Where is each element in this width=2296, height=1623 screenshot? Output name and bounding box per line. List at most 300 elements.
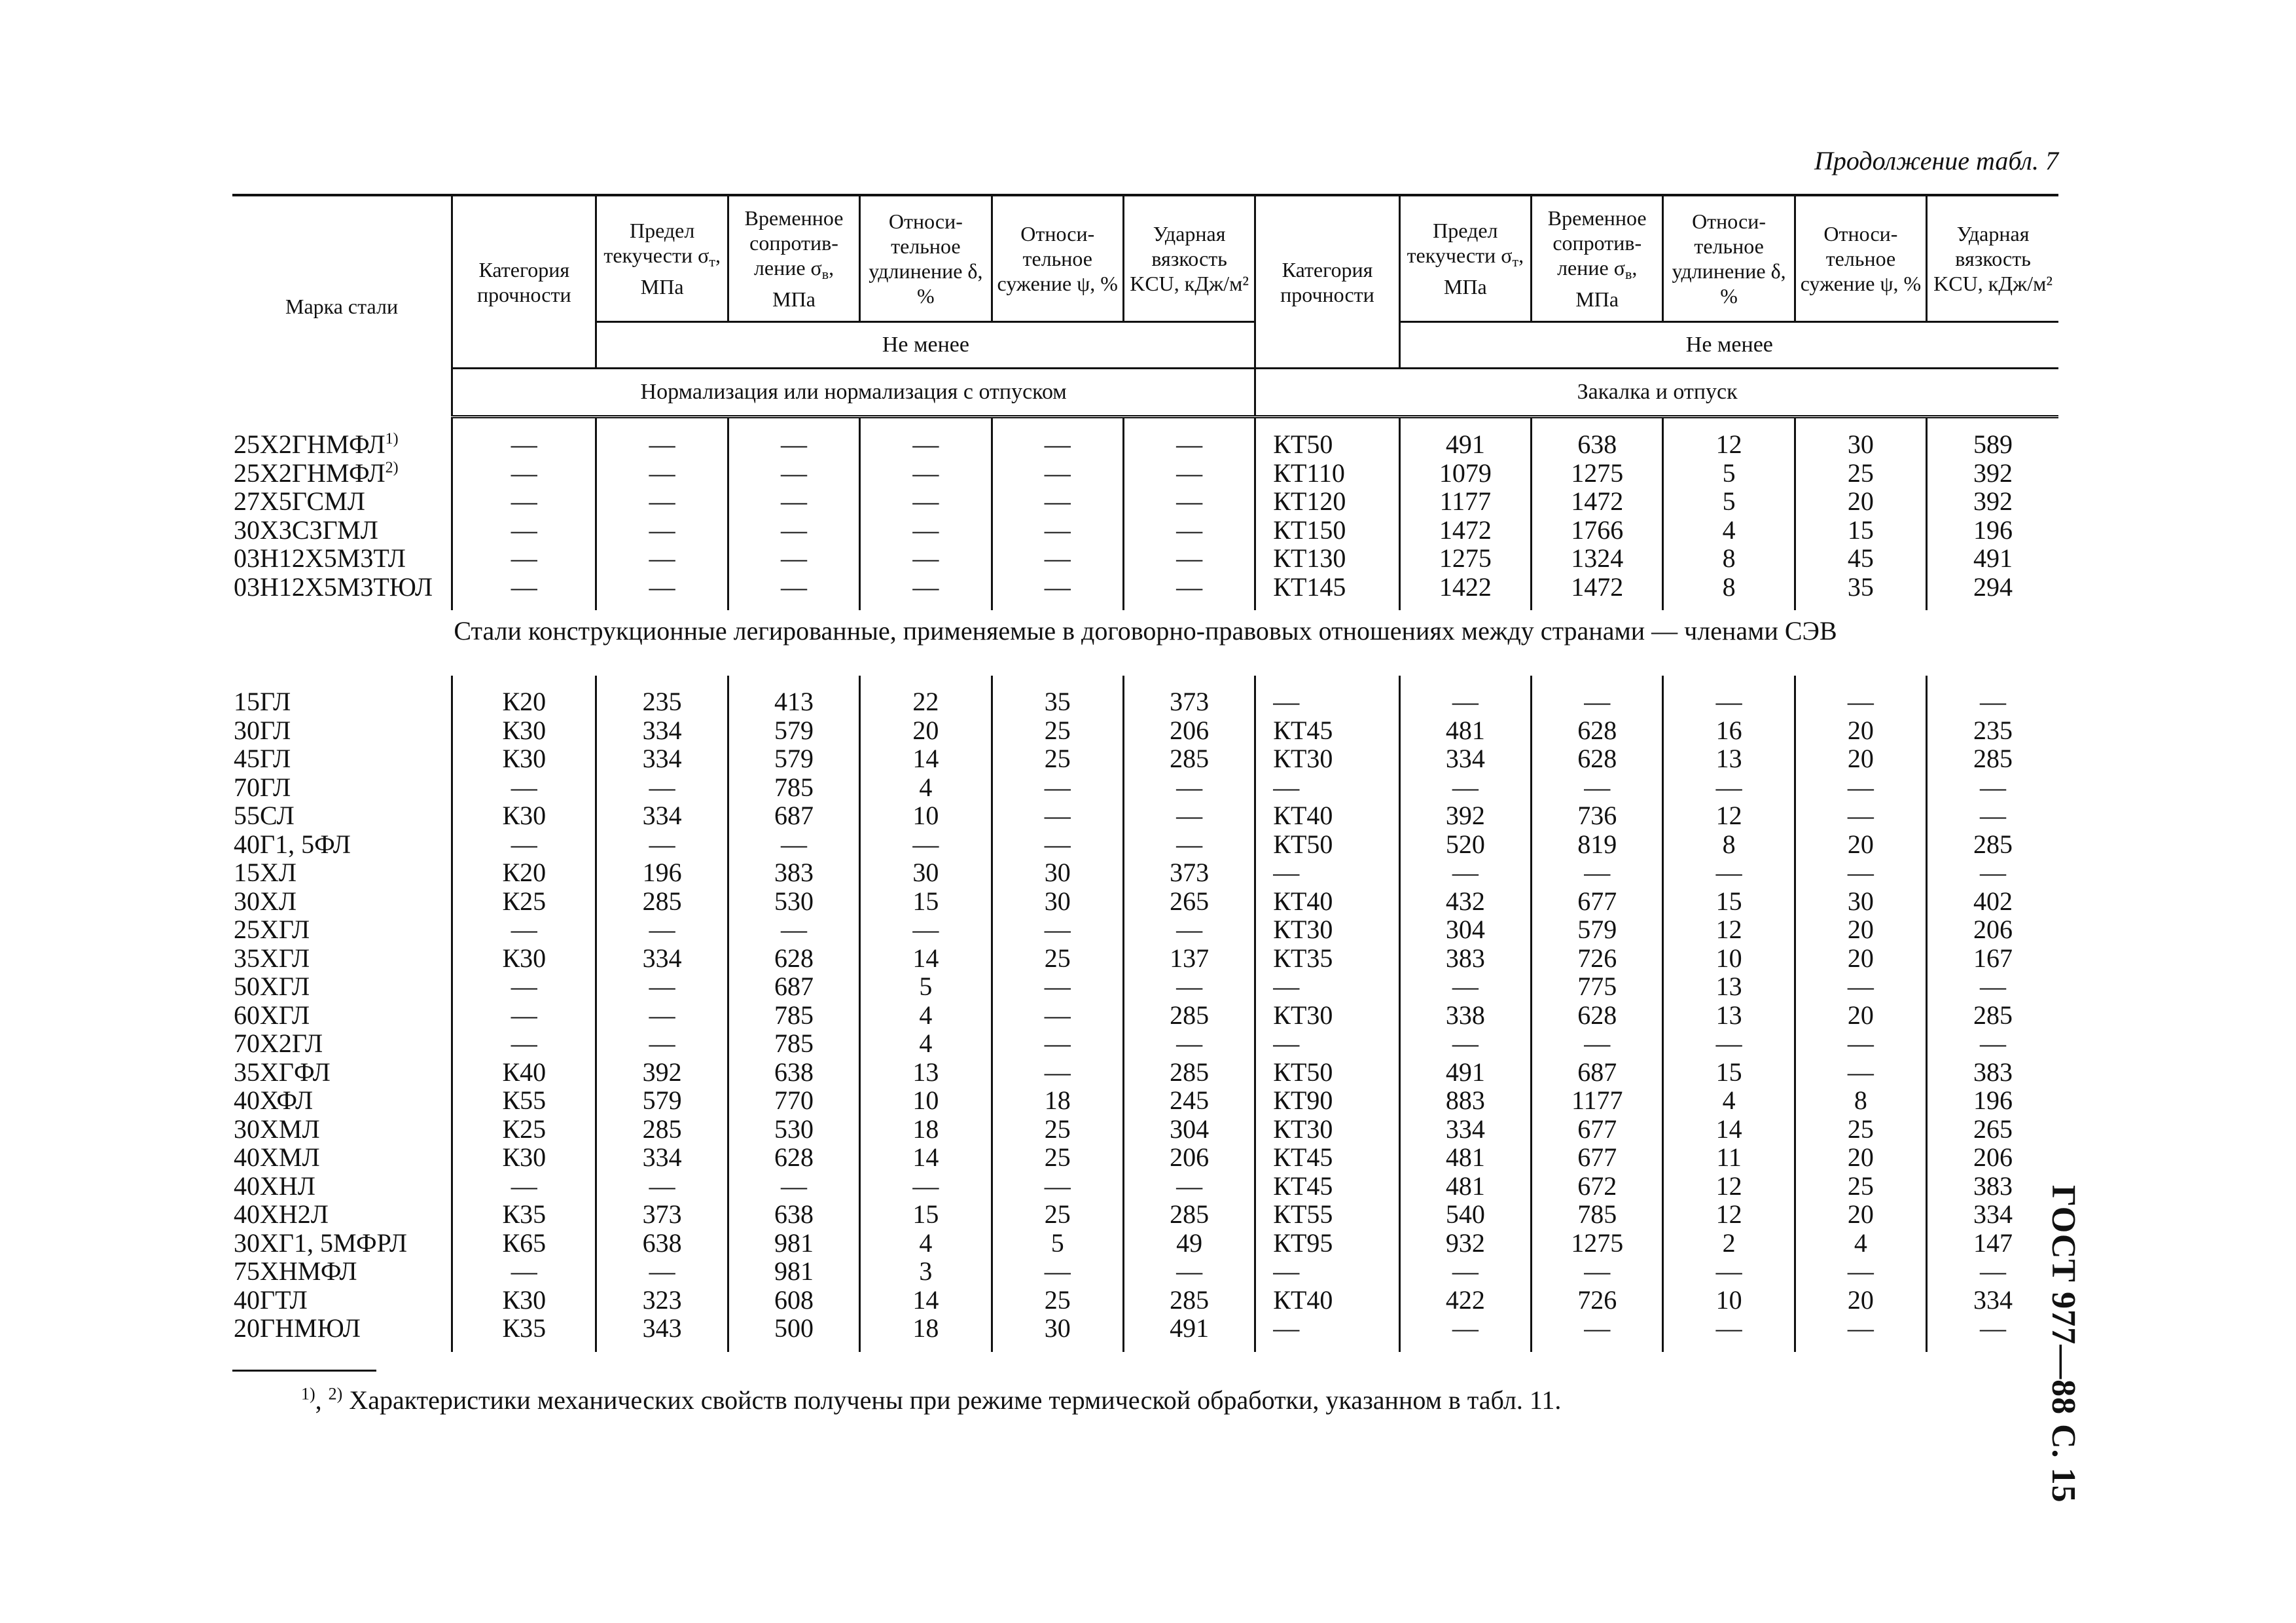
cell-e1: —	[860, 915, 992, 944]
cell-t1: 785	[728, 1029, 859, 1058]
cell-k2: 206	[1927, 915, 2058, 944]
cell-t1: 608	[728, 1286, 859, 1315]
cell-e2: 10	[1663, 1286, 1795, 1315]
steel-grade-text: 70ГЛ	[234, 773, 291, 801]
cell-r2: 20	[1795, 1001, 1926, 1030]
table-row	[232, 1200, 2058, 1229]
cell-c1: К30	[452, 744, 596, 773]
cell-k2: —	[1927, 972, 2058, 1001]
cell-c2: КТ30	[1255, 1115, 1399, 1144]
cell-t2: —	[1532, 858, 1663, 887]
cell-e1: 3	[860, 1257, 992, 1286]
cell-c2: КТ50	[1255, 1058, 1399, 1087]
cell-y1: —	[596, 1029, 728, 1058]
cell-t2: —	[1532, 1257, 1663, 1286]
cell-t2: 638	[1532, 430, 1663, 459]
cell-k1: 491	[1123, 1314, 1255, 1343]
cell-e1: 22	[860, 687, 992, 716]
cell-r2: 25	[1795, 1172, 1926, 1201]
cell-r2: 4	[1795, 1229, 1926, 1258]
cell-e2: —	[1663, 858, 1795, 887]
steel-grade	[232, 1029, 452, 1058]
footnote-mark-1: 1)	[301, 1384, 315, 1404]
cell-y1: 334	[596, 801, 728, 830]
header-tensile-left: Временное сопротив-ление $\sigma_в$, МПа	[728, 195, 859, 322]
steel-grade	[232, 430, 452, 459]
table-row	[232, 744, 2058, 773]
spacer-row	[232, 1343, 2058, 1352]
cell-y1: 334	[596, 744, 728, 773]
steel-grade-text: 30ХЛ	[234, 886, 297, 915]
header-category-left: Категория прочности	[452, 195, 596, 369]
cell-e2: 14	[1663, 1115, 1795, 1144]
steel-grade-text: 40ХФЛ	[234, 1086, 314, 1115]
cell-t2: —	[1532, 687, 1663, 716]
cell-c1: —	[452, 430, 596, 459]
cell-y2: 1177	[1399, 487, 1531, 516]
header-not-less-right: Не менее	[1399, 322, 2058, 369]
cell-c2: КТ35	[1255, 944, 1399, 973]
cell-y2: 481	[1399, 1172, 1531, 1201]
cell-c1: К40	[452, 1058, 596, 1087]
steel-grade-text: 03Н12Х5М3ТЮЛ	[234, 572, 433, 601]
steel-grade-text: 27Х5ГСМЛ	[234, 487, 365, 516]
cell-r2: —	[1795, 1029, 1926, 1058]
cell-r2: 30	[1795, 430, 1926, 459]
cell-y1: 323	[596, 1286, 728, 1315]
cell-y2: —	[1399, 1314, 1531, 1343]
cell-y1: —	[596, 459, 728, 488]
cell-c1: К20	[452, 858, 596, 887]
steel-grade-text: 45ГЛ	[234, 744, 291, 773]
cell-y2: 481	[1399, 716, 1531, 745]
cell-y2: 481	[1399, 1143, 1531, 1172]
cell-k1: 285	[1123, 744, 1255, 773]
footnote-mark-2: 2)	[328, 1384, 343, 1404]
table-row	[232, 1029, 2058, 1058]
steel-grade	[232, 1143, 452, 1172]
cell-k1: 285	[1123, 1200, 1255, 1229]
cell-k2: 167	[1927, 944, 2058, 973]
steel-grade-text: 35ХГЛ	[234, 943, 310, 972]
cell-r2: 20	[1795, 487, 1926, 516]
cell-r1: —	[992, 830, 1123, 859]
cell-t1: 530	[728, 1115, 859, 1144]
cell-e2: 16	[1663, 716, 1795, 745]
header-yield-right: Предел текучести $\sigma_т$, МПа	[1399, 195, 1531, 322]
cell-e1: 18	[860, 1314, 992, 1343]
cell-e1: 18	[860, 1115, 992, 1144]
cell-r2: 30	[1795, 887, 1926, 916]
cell-r1: —	[992, 773, 1123, 802]
cell-y1: —	[596, 1257, 728, 1286]
cell-r2: 20	[1795, 944, 1926, 973]
cell-c1: К35	[452, 1314, 596, 1343]
cell-e2: —	[1663, 687, 1795, 716]
cell-t2: 736	[1532, 801, 1663, 830]
cell-e2: 15	[1663, 1058, 1795, 1087]
cell-t2: 628	[1532, 1001, 1663, 1030]
steel-grade-text: 30ХГ1, 5МФРЛ	[234, 1228, 408, 1257]
steel-grade	[232, 944, 452, 973]
steel-grade	[232, 716, 452, 745]
cell-c2: —	[1255, 1314, 1399, 1343]
steel-grade	[232, 1200, 452, 1229]
steel-grade	[232, 972, 452, 1001]
cell-t2: —	[1532, 1314, 1663, 1343]
cell-r2: 20	[1795, 1200, 1926, 1229]
cell-t2: 628	[1532, 716, 1663, 745]
steel-grade	[232, 573, 452, 602]
header-grade: Марка стали	[232, 195, 452, 417]
cell-k2: 196	[1927, 1086, 2058, 1115]
footnote-ref: 1)	[385, 430, 399, 448]
cell-e2: 13	[1663, 744, 1795, 773]
cell-t1: 785	[728, 1001, 859, 1030]
cell-k2: 392	[1927, 487, 2058, 516]
cell-y2: 1472	[1399, 516, 1531, 545]
cell-r2: 20	[1795, 744, 1926, 773]
cell-c2: КТ30	[1255, 1001, 1399, 1030]
cell-c2: КТ95	[1255, 1229, 1399, 1258]
cell-y2: —	[1399, 687, 1531, 716]
cell-t2: 1275	[1532, 459, 1663, 488]
cell-y1: —	[596, 544, 728, 573]
cell-t1: 785	[728, 773, 859, 802]
cell-k1: —	[1123, 972, 1255, 1001]
cell-t2: 672	[1532, 1172, 1663, 1201]
cell-e1: —	[860, 487, 992, 516]
steel-grade-text: 15ГЛ	[234, 687, 291, 716]
cell-c2: —	[1255, 1257, 1399, 1286]
cell-y1: —	[596, 487, 728, 516]
cell-r2: —	[1795, 773, 1926, 802]
cell-t2: 1766	[1532, 516, 1663, 545]
cell-e2: 8	[1663, 573, 1795, 602]
cell-e2: 12	[1663, 801, 1795, 830]
cell-e2: 2	[1663, 1229, 1795, 1258]
cell-e1: 14	[860, 1286, 992, 1315]
cell-k2: —	[1927, 687, 2058, 716]
table-row	[232, 716, 2058, 745]
cell-c2: —	[1255, 1029, 1399, 1058]
cell-c1: —	[452, 830, 596, 859]
table-bottom-block	[232, 676, 2058, 1352]
cell-y2: 883	[1399, 1086, 1531, 1115]
cell-r1: —	[992, 459, 1123, 488]
cell-r2: 35	[1795, 573, 1926, 602]
cell-e1: 14	[860, 744, 992, 773]
header-impact-left: Ударная вязкость KCU, кДж/м²	[1123, 195, 1255, 322]
cell-k2: 265	[1927, 1115, 2058, 1144]
cell-t2: 677	[1532, 887, 1663, 916]
steel-grade-text: 30ГЛ	[234, 716, 291, 744]
cell-c1: —	[452, 544, 596, 573]
steel-grade	[232, 830, 452, 859]
cell-r2: —	[1795, 687, 1926, 716]
steel-grade	[232, 1086, 452, 1115]
cell-k1: —	[1123, 1029, 1255, 1058]
steel-grade	[232, 1286, 452, 1315]
cell-t1: —	[728, 1172, 859, 1201]
cell-t1: 579	[728, 716, 859, 745]
cell-r1: —	[992, 801, 1123, 830]
cell-e2: 12	[1663, 430, 1795, 459]
cell-c1: —	[452, 773, 596, 802]
cell-r1: 25	[992, 944, 1123, 973]
cell-e1: 14	[860, 1143, 992, 1172]
steel-grade-text: 40Г1, 5ФЛ	[234, 830, 351, 858]
cell-c2: КТ30	[1255, 744, 1399, 773]
steel-grade	[232, 773, 452, 802]
cell-y1: 343	[596, 1314, 728, 1343]
cell-y2: —	[1399, 1257, 1531, 1286]
cell-t1: 530	[728, 887, 859, 916]
cell-t1: 687	[728, 801, 859, 830]
header-regime-right: Закалка и отпуск	[1255, 369, 2058, 417]
cell-c1: К55	[452, 1086, 596, 1115]
steel-grade	[232, 801, 452, 830]
cell-e2: 12	[1663, 1200, 1795, 1229]
cell-t2: 1324	[1532, 544, 1663, 573]
cell-t1: 638	[728, 1200, 859, 1229]
cell-c1: К35	[452, 1200, 596, 1229]
cell-r2: —	[1795, 801, 1926, 830]
table-row	[232, 1229, 2058, 1258]
cell-k1: 265	[1123, 887, 1255, 916]
cell-y1: 196	[596, 858, 728, 887]
header-elongation-left: Относи-тельное удлинение δ, %	[860, 195, 992, 322]
table-row	[232, 1001, 2058, 1030]
table-row	[232, 1286, 2058, 1315]
table-row	[232, 687, 2058, 716]
cell-r1: 30	[992, 887, 1123, 916]
cell-c2: КТ50	[1255, 430, 1399, 459]
cell-r2: 15	[1795, 516, 1926, 545]
cell-e1: —	[860, 830, 992, 859]
cell-k1: —	[1123, 1172, 1255, 1201]
steel-grade-text: 35ХГФЛ	[234, 1057, 331, 1086]
cell-e1: 4	[860, 1001, 992, 1030]
spacer-row	[232, 676, 2058, 687]
cell-c2: —	[1255, 773, 1399, 802]
cell-y1: 392	[596, 1058, 728, 1087]
table-row	[232, 944, 2058, 973]
cell-t1: 413	[728, 687, 859, 716]
cell-y1: —	[596, 915, 728, 944]
cell-y2: 304	[1399, 915, 1531, 944]
cell-y1: —	[596, 773, 728, 802]
cell-e2: 8	[1663, 544, 1795, 573]
steel-grade-text: 25ХГЛ	[234, 915, 310, 944]
cell-k2: 206	[1927, 1143, 2058, 1172]
cell-e2: —	[1663, 1257, 1795, 1286]
cell-c2: КТ130	[1255, 544, 1399, 573]
cell-t2: 726	[1532, 1286, 1663, 1315]
cell-c1: К30	[452, 1286, 596, 1315]
cell-r2: —	[1795, 858, 1926, 887]
table-row	[232, 1115, 2058, 1144]
cell-y2: 334	[1399, 1115, 1531, 1144]
header-yield-left	[596, 195, 728, 322]
table-row	[232, 516, 2058, 545]
cell-t2: 1472	[1532, 573, 1663, 602]
cell-y1: —	[596, 830, 728, 859]
cell-y2: 540	[1399, 1200, 1531, 1229]
cell-y2: 491	[1399, 1058, 1531, 1087]
cell-y1: —	[596, 1001, 728, 1030]
cell-e1: 20	[860, 716, 992, 745]
cell-c2: КТ40	[1255, 1286, 1399, 1315]
cell-r1: —	[992, 487, 1123, 516]
cell-e1: 4	[860, 773, 992, 802]
cell-y2: 338	[1399, 1001, 1531, 1030]
cell-k1: 373	[1123, 858, 1255, 887]
steel-grade	[232, 1058, 452, 1087]
steel-grade	[232, 487, 452, 516]
cell-k1: 206	[1123, 1143, 1255, 1172]
steel-grade-text: 40ХН2Л	[234, 1200, 329, 1229]
cell-k1: —	[1123, 430, 1255, 459]
cell-r1: —	[992, 1058, 1123, 1087]
cell-c1: —	[452, 573, 596, 602]
cell-k2: 334	[1927, 1200, 2058, 1229]
cell-c1: К25	[452, 1115, 596, 1144]
cell-y2: 383	[1399, 944, 1531, 973]
cell-k2: 196	[1927, 516, 2058, 545]
cell-r2: 25	[1795, 459, 1926, 488]
header-reduction-left: Относи-тельное сужение ψ, %	[992, 195, 1123, 322]
table-row	[232, 1257, 2058, 1286]
cell-t2: 1472	[1532, 487, 1663, 516]
steel-grade-text: 25Х2ГНМФЛ	[234, 430, 386, 459]
cell-c1: К30	[452, 944, 596, 973]
cell-y2: 334	[1399, 744, 1531, 773]
cell-c2: КТ90	[1255, 1086, 1399, 1115]
cell-r1: —	[992, 915, 1123, 944]
cell-c1: —	[452, 972, 596, 1001]
steel-grade	[232, 1115, 452, 1144]
cell-t1: 628	[728, 1143, 859, 1172]
cell-k1: —	[1123, 773, 1255, 802]
table-row	[232, 972, 2058, 1001]
cell-y2: 432	[1399, 887, 1531, 916]
header-yield-text: Предел текучести $\sigma_т$, МПа	[603, 219, 721, 299]
cell-y2: —	[1399, 1029, 1531, 1058]
cell-y1: —	[596, 516, 728, 545]
footnote-text: Характеристики механических свойств получены при режиме термической обработки, указанном в табл. 11.	[349, 1385, 1562, 1415]
footnote-ref: 2)	[385, 459, 399, 477]
cell-e1: 5	[860, 972, 992, 1001]
cell-c1: —	[452, 1001, 596, 1030]
cell-e1: 30	[860, 858, 992, 887]
cell-k2: 147	[1927, 1229, 2058, 1258]
cell-k1: 245	[1123, 1086, 1255, 1115]
cell-t1: 628	[728, 944, 859, 973]
cell-e1: —	[860, 459, 992, 488]
cell-c1: —	[452, 459, 596, 488]
cell-r1: 25	[992, 1143, 1123, 1172]
header-tensile-right: Временное сопротив-ление $\sigma_в$, МПа	[1532, 195, 1663, 322]
cell-k1: —	[1123, 544, 1255, 573]
steel-grade	[232, 459, 452, 488]
cell-c2: КТ45	[1255, 1143, 1399, 1172]
cell-t1: 981	[728, 1257, 859, 1286]
cell-k2: 383	[1927, 1172, 2058, 1201]
cell-r1: 35	[992, 687, 1123, 716]
bottom-block-body	[232, 676, 2058, 1352]
cell-k2: 285	[1927, 744, 2058, 773]
cell-k1: 304	[1123, 1115, 1255, 1144]
cell-r2: 20	[1795, 830, 1926, 859]
cell-e1: —	[860, 544, 992, 573]
table-row	[232, 801, 2058, 830]
header-elongation-right: Относи-тельное удлинение δ, %	[1663, 195, 1795, 322]
cell-r1: —	[992, 972, 1123, 1001]
cell-t2: 687	[1532, 1058, 1663, 1087]
cell-c2: КТ110	[1255, 459, 1399, 488]
cell-r1: —	[992, 1257, 1123, 1286]
cell-k1: —	[1123, 487, 1255, 516]
cell-k1: —	[1123, 801, 1255, 830]
cell-c2: КТ45	[1255, 1172, 1399, 1201]
cell-y2: 392	[1399, 801, 1531, 830]
cell-t1: —	[728, 516, 859, 545]
cell-y1: 373	[596, 1200, 728, 1229]
cell-c1: К30	[452, 801, 596, 830]
cell-r1: —	[992, 544, 1123, 573]
cell-t2: 785	[1532, 1200, 1663, 1229]
cell-r1: 30	[992, 1314, 1123, 1343]
steel-grade	[232, 516, 452, 545]
table-row	[232, 773, 2058, 802]
cell-t1: —	[728, 915, 859, 944]
cell-k2: 294	[1927, 573, 2058, 602]
cell-e2: 4	[1663, 516, 1795, 545]
cell-c2: КТ150	[1255, 516, 1399, 545]
cell-e2: 12	[1663, 915, 1795, 944]
cell-e1: 10	[860, 1086, 992, 1115]
cell-y2: 1275	[1399, 544, 1531, 573]
header-category-right: Категория прочности	[1255, 195, 1399, 369]
cell-r1: 25	[992, 1200, 1123, 1229]
cell-k1: —	[1123, 573, 1255, 602]
cell-e1: 10	[860, 801, 992, 830]
cell-c1: —	[452, 516, 596, 545]
cell-k1: —	[1123, 830, 1255, 859]
cell-e2: 5	[1663, 487, 1795, 516]
cell-e2: 10	[1663, 944, 1795, 973]
cell-k2: 235	[1927, 716, 2058, 745]
header-not-less-left: Не менее	[596, 322, 1255, 369]
cell-c1: К25	[452, 887, 596, 916]
steel-grade	[232, 1229, 452, 1258]
cell-r1: —	[992, 430, 1123, 459]
cell-r2: 20	[1795, 915, 1926, 944]
cell-e1: 4	[860, 1029, 992, 1058]
cell-k1: —	[1123, 459, 1255, 488]
header-impact-right: Ударная вязкость KCU, кДж/м²	[1927, 195, 2058, 322]
cell-c1: —	[452, 1172, 596, 1201]
cell-c2: КТ45	[1255, 716, 1399, 745]
top-block-body	[232, 417, 2058, 611]
page-label: ГОСТ 977—88 С. 15	[2045, 1185, 2082, 1503]
cell-k2: 589	[1927, 430, 2058, 459]
cell-t2: 775	[1532, 972, 1663, 1001]
properties-table-top	[232, 194, 2058, 610]
cell-y1: —	[596, 573, 728, 602]
spacer-row	[232, 601, 2058, 610]
